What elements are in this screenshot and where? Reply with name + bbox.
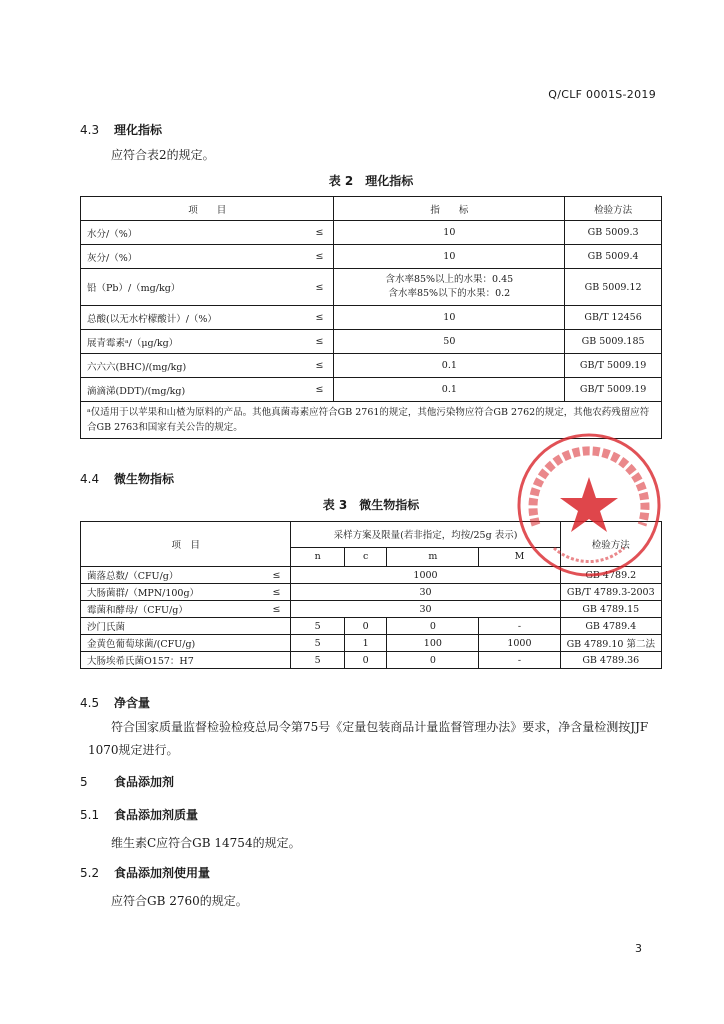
table-row (81, 330, 662, 354)
row-operator: ≤ (247, 584, 291, 601)
table-note: ᵃ仅适用于以苹果和山楂为原料的产品。其他真菌毒素应符合GB 2761的规定，其他污染物应符合GB 2762的规定，其他农药残留应符合GB 2763和国家有关公告的规定。 (81, 402, 662, 439)
row-value-line-1: 含水率85%以上的水果：0.45 (385, 274, 514, 285)
row-method: GB/T 5009.19 (565, 354, 662, 378)
section-title: 食品添加剂 (114, 775, 175, 789)
row-M: 1000 (479, 635, 560, 652)
header-method: 检验方法 (560, 522, 661, 567)
row-name: 大肠菌群/（MPN/100g） (81, 584, 247, 601)
row-n: 5 (291, 618, 344, 635)
row-m: 0 (387, 652, 479, 669)
section-title: 食品添加剂使用量 (114, 866, 211, 880)
row-name: 六六六(BHC)/(mg/kg) (81, 354, 301, 378)
section-title: 微生物指标 (114, 472, 175, 486)
table-2-caption: 表 2 理化指标 (328, 174, 414, 188)
table-row (81, 652, 662, 669)
row-method: GB 4789.36 (560, 652, 661, 669)
seal-number (554, 548, 624, 562)
table-row (81, 221, 662, 245)
section-title: 食品添加剂质量 (114, 808, 199, 822)
table-row (81, 635, 662, 652)
row-method: GB 5009.12 (565, 269, 662, 306)
section-title: 理化指标 (114, 123, 163, 137)
row-operator: ≤ (300, 330, 334, 354)
row-c: 0 (344, 652, 387, 669)
section-4-5-heading (80, 694, 150, 711)
star-icon (560, 477, 618, 532)
header-M: M (479, 547, 560, 566)
section-5-2-heading (80, 864, 210, 881)
row-name: 铅（Pb）/（mg/kg） (81, 269, 301, 306)
section-number: 4.3 (80, 123, 100, 137)
table-2 (80, 196, 662, 439)
header-plan: 采样方案及限量(若非指定，均按/25g 表示) (291, 522, 560, 548)
row-operator: ≤ (300, 306, 334, 330)
row-name: 大肠埃希氏菌O157：H7 (81, 652, 291, 669)
row-m: 100 (387, 635, 479, 652)
row-operator: ≤ (300, 354, 334, 378)
table-row (81, 601, 662, 618)
row-value: 1000 (291, 567, 560, 584)
section-5-2-text: 应符合GB 2760的规定。 (111, 894, 248, 908)
row-method: GB 5009.4 (565, 245, 662, 269)
section-5-1-text: 维生素C应符合GB 14754的规定。 (111, 836, 301, 850)
row-method: GB 4789.15 (560, 601, 661, 618)
row-method: GB/T 5009.19 (565, 378, 662, 402)
section-5-1-heading (80, 806, 198, 823)
row-method: GB 4789.2 (560, 567, 661, 584)
header-index: 指 标 (334, 197, 565, 221)
row-m: 0 (387, 618, 479, 635)
section-4-4-heading (80, 470, 174, 487)
row-name: 霉菌和酵母/（CFU/g） (81, 601, 247, 618)
section-title: 净含量 (114, 696, 151, 710)
row-method: GB/T 4789.3-2003 (560, 584, 661, 601)
row-name: 金黄色葡萄球菌/(CFU/g) (81, 635, 291, 652)
row-operator: ≤ (247, 567, 291, 584)
row-c: 0 (344, 618, 387, 635)
row-value-line-2: 含水率85%以下的水果：0.2 (388, 288, 511, 299)
table-row (81, 354, 662, 378)
table-3-caption: 表 3 微生物指标 (322, 498, 420, 512)
row-operator: ≤ (300, 269, 334, 306)
section-4-3-heading (80, 121, 162, 138)
section-number: 5.1 (80, 808, 100, 822)
row-value: 30 (291, 584, 560, 601)
row-name: 沙门氏菌 (81, 618, 291, 635)
table-row (81, 269, 662, 306)
section-5-heading (80, 773, 174, 790)
section-number: 5.2 (80, 866, 100, 880)
page-number: 3 (635, 942, 642, 955)
row-value: 10 (334, 306, 565, 330)
row-name: 菌落总数/（CFU/g） (81, 567, 247, 584)
row-method: GB 4789.4 (560, 618, 661, 635)
row-value: 30 (291, 601, 560, 618)
row-name: 总酸(以无水柠檬酸计）/（%） (81, 306, 301, 330)
row-c: 1 (344, 635, 387, 652)
row-value: 0.1 (334, 378, 565, 402)
header-method: 检验方法 (565, 197, 662, 221)
section-4-5-text: 符合国家质量监督检验检疫总局令第75号《定量包装商品计量监督管理办法》要求，净含量检测按JJF 1070规定进行。 (88, 720, 649, 757)
table-row (81, 245, 662, 269)
table-row (81, 378, 662, 402)
row-M: - (479, 652, 560, 669)
table-row (81, 584, 662, 601)
header-n: n (291, 547, 344, 566)
row-value: 0.1 (334, 354, 565, 378)
header-c: c (344, 547, 387, 566)
header-item: 项 目 (81, 522, 291, 567)
row-method: GB/T 12456 (565, 306, 662, 330)
row-value: 50 (334, 330, 565, 354)
row-method: GB 4789.10 第二法 (560, 635, 661, 652)
row-operator: ≤ (300, 245, 334, 269)
table-row (81, 306, 662, 330)
section-4-3-text: 应符合表2的规定。 (111, 148, 215, 162)
table-row (81, 618, 662, 635)
row-operator: ≤ (300, 221, 334, 245)
header-item: 项 目 (81, 197, 334, 221)
row-M: - (479, 618, 560, 635)
section-number: 5 (80, 775, 88, 789)
row-value: 10 (334, 221, 565, 245)
company-seal (514, 430, 664, 580)
row-n: 5 (291, 635, 344, 652)
row-name: 滴滴涕(DDT)/(mg/kg) (81, 378, 301, 402)
row-name: 灰分/（%） (81, 245, 301, 269)
header-m: m (387, 547, 479, 566)
table-header-row (81, 197, 662, 221)
row-value: 10 (334, 245, 565, 269)
row-operator: ≤ (300, 378, 334, 402)
row-operator: ≤ (247, 601, 291, 618)
row-name: 水分/（%） (81, 221, 301, 245)
row-n: 5 (291, 652, 344, 669)
row-method: GB 5009.3 (565, 221, 662, 245)
section-number: 4.5 (80, 696, 100, 710)
standard-code: Q/CLF 0001S-2019 (548, 88, 656, 101)
row-method: GB 5009.185 (565, 330, 662, 354)
section-number: 4.4 (80, 472, 100, 486)
row-name: 展青霉素ᵃ/（μg/kg） (81, 330, 301, 354)
row-value (334, 269, 565, 306)
